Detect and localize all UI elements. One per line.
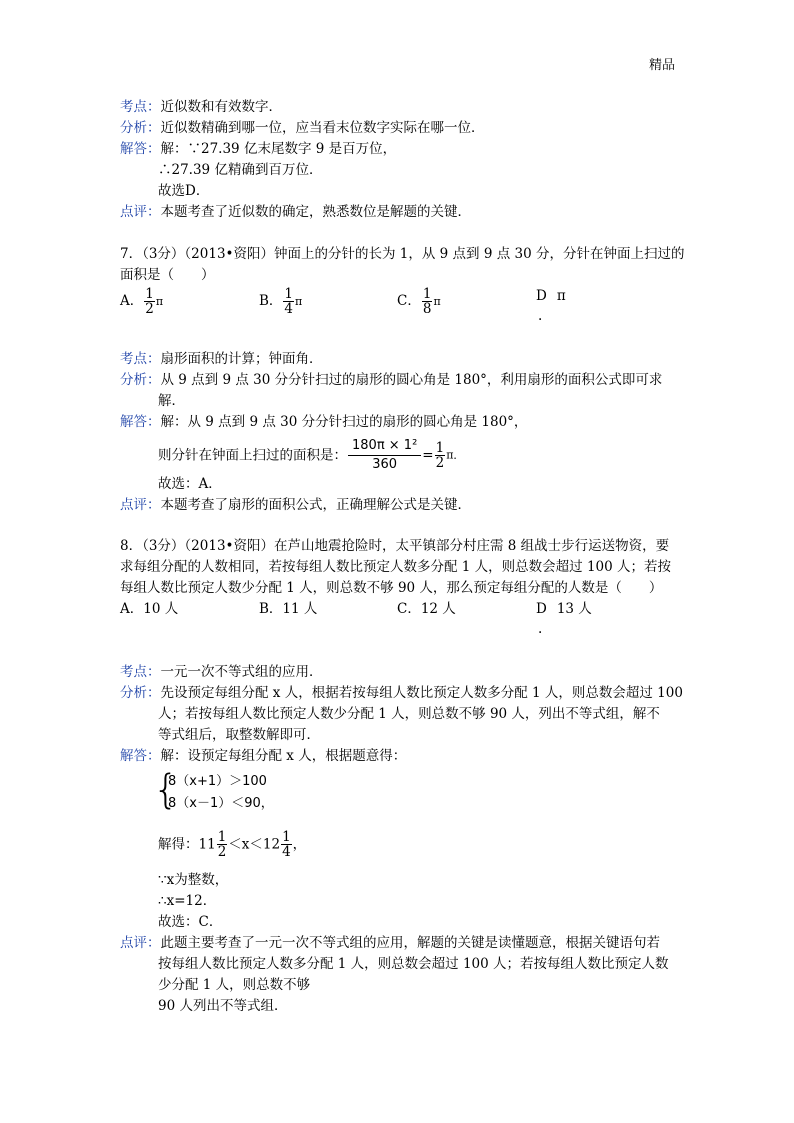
- fenxi-text-2: 人；若按每组人数比预定人数少分配 1 人，则总数不够 90 人，列出不等式组，解不: [158, 706, 660, 722]
- option-label: B．: [259, 293, 283, 309]
- jieda-text-3: 故选：A．: [158, 476, 222, 492]
- fraction-denominator: 2: [145, 301, 154, 317]
- q8-stem-line-2: 求每组分配的人数相同，若按每组人数比预定人数多分配 1 人，则总数会超过 100 人；若按: [120, 559, 672, 575]
- jieda-label: 解答：: [120, 748, 161, 764]
- step-2: ∴x=12．: [158, 893, 217, 909]
- jieda-label: 解答：: [120, 414, 161, 430]
- fenxi-text-2: 解．: [158, 393, 185, 409]
- fraction-denominator: 4: [282, 844, 291, 860]
- option-label: A．: [120, 293, 144, 309]
- step-1: ∵x为整数，: [158, 872, 229, 888]
- kaodian-text: 一元一次不等式组的应用．: [160, 664, 323, 680]
- fraction-denominator: 8: [422, 301, 432, 317]
- fraction-denominator: 2: [217, 844, 227, 860]
- fenxi-text-1: 从 9 点到 9 点 30 分分针扫过的扇形的圆心角是 180°，利用扇形的面积公式即可求: [160, 372, 663, 388]
- dianping-text-3: 少分配 1 人，则总数不够: [158, 977, 311, 993]
- formula-prefix: 则分针在钟面上扫过的面积是：: [158, 447, 347, 464]
- jieda-text-1: 解：从 9 点到 9 点 30 分分针扫过的扇形的圆心角是 180°，: [160, 414, 528, 430]
- step-3: 故选：C．: [158, 914, 223, 930]
- inequality-comma: ，: [260, 796, 274, 811]
- q7-option-a: [120, 287, 163, 316]
- system-brace: {: [153, 767, 179, 813]
- dianping-label: 点评：: [120, 497, 161, 513]
- fenxi-row-7: [120, 371, 662, 389]
- header-tag: 精品: [649, 58, 676, 73]
- option-text: 13 人: [556, 601, 592, 617]
- fenxi-label: 分析：: [120, 685, 161, 701]
- inequality-2: [168, 795, 274, 813]
- option-label: D: [536, 288, 547, 304]
- kaodian-text: 近似数和有效数字．: [160, 99, 282, 115]
- kaodian-row-6: [120, 98, 282, 116]
- fenxi-row-8: [120, 684, 683, 702]
- area-fraction-numerator: 180π × 1²: [348, 437, 421, 456]
- jieda-row-7: [120, 413, 527, 431]
- q7-option-d-dot: .: [538, 308, 543, 324]
- dianping-row-8: [120, 934, 660, 952]
- fraction-numerator: 1: [282, 829, 291, 845]
- q8-option-d: [536, 600, 592, 618]
- pi-symbol: π: [295, 295, 303, 308]
- kaodian-label: 考点：: [120, 351, 161, 367]
- dianping-text-4: 90 人列出不等式组．: [158, 998, 288, 1014]
- fenxi-label: 分析：: [120, 120, 161, 136]
- fenxi-text-3: 等式组后，取整数解即可．: [158, 727, 320, 743]
- q7-option-d: [536, 287, 566, 305]
- q7-stem-line-1: 7．（3分）（2013•资阳）钟面上的分针的长为 1，从 9 点到 9 点 30 分，分针在钟面上扫过的: [120, 246, 685, 262]
- q8-stem-line-1: 8．（3分）（2013•资阳）在芦山地震抢险时，太平镇部分村庄需 8 组战士步行运送物资，要: [120, 538, 670, 554]
- fraction-numerator: 1: [145, 286, 154, 302]
- dianping-text-1: 此题主要考查了一元一次不等式组的应用，解题的关键是读懂题意，根据关键语句若: [160, 935, 660, 951]
- kaodian-label: 考点：: [120, 664, 161, 680]
- pi-symbol: π: [433, 295, 441, 308]
- jieda-label: 解答：: [120, 141, 161, 157]
- q8-option-a: A．10 人: [120, 601, 179, 617]
- dianping-label: 点评：: [120, 935, 161, 951]
- q7-option-c: [397, 287, 441, 316]
- q7-area-formula: [158, 437, 464, 474]
- jieda-text-1: 解：∵27.39 亿末尾数字 9 是百万位，: [160, 141, 397, 157]
- jieda-text-2: ∴27.39 亿精确到百万位．: [158, 162, 323, 178]
- option-text: π: [556, 288, 566, 304]
- pi-symbol: π: [155, 295, 164, 308]
- solution-middle: ＜x＜12: [228, 836, 281, 853]
- solution-suffix: ，: [292, 836, 307, 853]
- solution-range: [158, 830, 306, 859]
- dianping-row-7: [120, 496, 471, 514]
- result-denominator: 2: [435, 455, 445, 471]
- solution-prefix: 解得：11: [158, 836, 216, 853]
- fraction-denominator: 4: [284, 301, 294, 317]
- fraction-numerator: 1: [217, 829, 227, 845]
- area-fraction: [348, 437, 421, 474]
- area-fraction-denominator: 360: [372, 457, 398, 472]
- fraction-numerator: 1: [422, 286, 432, 302]
- q8-option-b: B．11 人: [259, 601, 318, 617]
- fraction-numerator: 1: [284, 286, 294, 302]
- dianping-text: 本题考查了近似数的确定，熟悉数位是解题的关键．: [160, 204, 471, 220]
- q7-stem-line-2: 面积是（ ）: [120, 267, 215, 283]
- fenxi-label: 分析：: [120, 372, 161, 388]
- option-fraction: [283, 287, 294, 316]
- result-fraction: [435, 441, 446, 470]
- kaodian-text: 扇形面积的计算；钟面角．: [160, 351, 323, 367]
- inequality-1: 8（x+1）＞100: [168, 774, 267, 789]
- kaodian-label: 考点：: [120, 99, 161, 115]
- fenxi-text-1: 先设预定每组分配 x 人，根据若按每组人数比预定人数多分配 1 人，则总数会超过 100: [160, 685, 683, 701]
- kaodian-row-8: [120, 663, 323, 681]
- inequality-2-text: 8（x－1）＜90: [168, 796, 261, 811]
- jieda-text-3: 故选D．: [158, 183, 210, 199]
- option-label: C．: [397, 293, 421, 309]
- fenxi-row-6: [120, 119, 485, 137]
- solution-fraction-2: [281, 830, 292, 859]
- q8-stem-line-3: 每组人数比预定人数少分配 1 人，则总数不够 90 人，那么预定每组分配的人数是（ ）: [120, 580, 663, 596]
- q8-option-d-dot: .: [538, 621, 543, 637]
- jieda-row-8: [120, 747, 406, 765]
- dianping-row-6: [120, 203, 471, 221]
- result-pi: π．: [446, 448, 465, 462]
- result-numerator: 1: [435, 440, 445, 456]
- option-fraction: [422, 287, 433, 316]
- fenxi-text: 近似数精确到哪一位，应当看末位数字实际在哪一位．: [160, 120, 485, 136]
- kaodian-row-7: [120, 350, 323, 368]
- dianping-text: 本题考查了扇形的面积公式，正确理解公式是关键．: [160, 497, 471, 513]
- solution-fraction-1: [217, 830, 228, 859]
- q8-option-c: C．12 人: [397, 601, 456, 617]
- jieda-text-1: 解：设预定每组分配 x 人，根据题意得：: [160, 748, 407, 764]
- option-fraction: [144, 287, 155, 316]
- equals-sign: =: [422, 447, 434, 464]
- option-label: D: [536, 601, 547, 617]
- jieda-row-6: [120, 140, 396, 158]
- dianping-label: 点评：: [120, 204, 161, 220]
- q7-option-b: [259, 287, 302, 316]
- dianping-text-2: 按每组人数比预定人数多分配 1 人，则总数会超过 100 人；若按每组人数比预定人数: [158, 956, 669, 972]
